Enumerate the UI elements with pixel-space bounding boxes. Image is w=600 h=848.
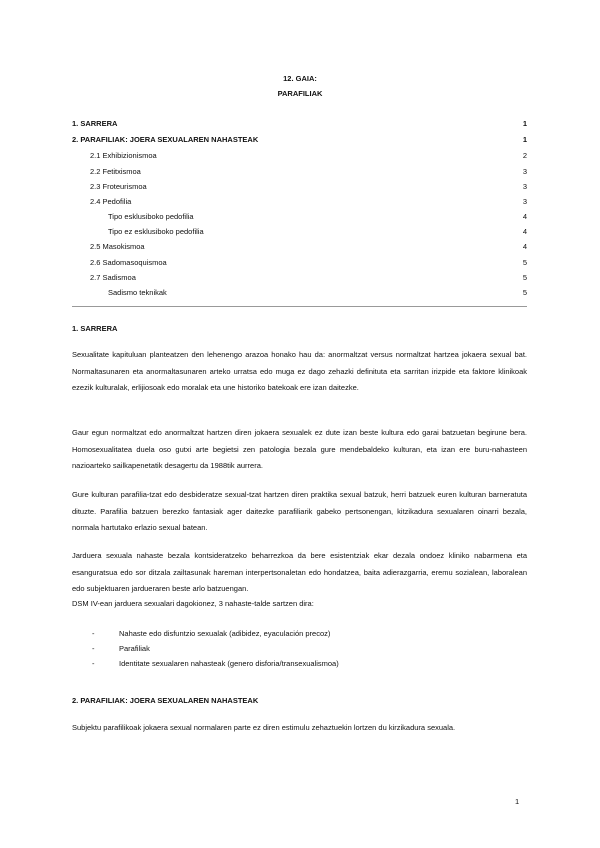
section-heading: 2. PARAFILIAK: JOERA SEXUALAREN NAHASTEAK <box>72 696 259 705</box>
toc-entry[interactable] <box>72 226 527 237</box>
toc-entry-page: 5 <box>522 288 527 297</box>
list-item <box>72 626 527 641</box>
toc-entry-page: 5 <box>522 273 527 282</box>
toc-entry-label: Tipo esklusiboko pedofilia <box>108 212 194 221</box>
bullet-list <box>72 626 527 671</box>
list-item <box>72 641 527 656</box>
toc-entry-page: 3 <box>522 182 527 191</box>
toc-entry[interactable] <box>72 257 527 268</box>
toc-entry-page: 2 <box>522 151 527 160</box>
toc-entry[interactable] <box>72 118 527 129</box>
list-item-text: Parafiliak <box>119 644 150 653</box>
toc-entry-label: Sadismo teknikak <box>108 288 167 297</box>
list-item-text: Identitate sexualaren nahasteak (genero disforia/transexualismoa) <box>119 659 339 668</box>
list-item <box>72 656 527 671</box>
body-paragraph: Subjektu parafilikoak jokaera sexual normalaren parte ez diren estimulu zehaztuekin lortzen du kirzikadura sexuala. <box>72 723 456 732</box>
toc-entry[interactable] <box>72 241 527 252</box>
toc-entry[interactable] <box>72 181 527 192</box>
list-item-text: Nahaste edo disfuntzio sexualak (adibidez, eyaculación precoz) <box>119 629 331 638</box>
toc-entry[interactable] <box>72 150 527 161</box>
toc-entry-page: 4 <box>522 242 527 251</box>
toc-divider <box>72 306 527 307</box>
toc-entry-label: 2. PARAFILIAK: JOERA SEXUALAREN NAHASTEAK <box>72 135 259 144</box>
bullet-marker: - <box>92 659 95 668</box>
section-heading: 1. SARRERA <box>72 324 118 333</box>
toc-entry[interactable] <box>72 287 527 298</box>
toc-entry[interactable] <box>72 272 527 283</box>
toc-entry-page: 5 <box>522 258 527 267</box>
toc-entry-label: 2.6 Sadomasoquismoa <box>90 258 167 267</box>
toc-entry-page: 4 <box>522 227 527 236</box>
body-paragraph: Jarduera sexuala nahaste bezala kontsideratzeko beharrezkoa da bere esistentziak ekar dezala ondoez kliniko nabarmena eta esanguratsua edo sor ditzala zailtasunak hareman interpertsonaletan edo hondatzea, baita adierazgarria, eremu sozialean, laboralean edo subjektuaren jardueraren beste arlo batzuengan. <box>72 551 527 594</box>
toc-entry-page: 3 <box>522 167 527 176</box>
toc-entry-label: 2.4 Pedofilia <box>90 197 132 206</box>
toc-entry-page: 1 <box>522 119 527 128</box>
toc-entry[interactable] <box>72 134 527 145</box>
toc-entry-label: Tipo ez esklusiboko pedofilia <box>108 227 204 236</box>
chapter-number: 12. GAIA: <box>283 74 317 83</box>
toc-entry-label: 2.7 Sadismoa <box>90 273 136 282</box>
body-paragraph: Sexualitate kapituluan planteatzen den lehenengo arazoa honako hau da: anormaltzat versus normaltzat hartzea jokaera sexual bat. Normaltasunaren eta anormaltasunaren arteko urratsa edo muga ez dago zehazki definituta eta sarritan irizpide eta faktore klinikoak ezezik kulturalak, erlijiosoak edo moralak eta une historiko batekoak ere izan daitezke. <box>72 350 527 393</box>
body-paragraph: DSM IV-ean jarduera sexualari dagokionez, 3 nahaste-talde sartzen dira: <box>72 599 314 608</box>
toc-entry-page: 1 <box>522 135 527 144</box>
toc-entry-page: 4 <box>522 212 527 221</box>
page-number: 1 <box>515 797 520 806</box>
toc-entry-label: 2.5 Masokismoa <box>90 242 145 251</box>
body-paragraph: Gure kulturan parafilia-tzat edo desbideratze sexual-tzat hartzen diren praktika sexual batzuk, herri batzuek euren kulturan barneratuta dituzte. Parafilia batzuen berezko fantasiak ager daitezke parafiliarik gabeko pertsonengan, kitzikadura sexualaren oinarri bezala, normala hartutako erlazio sexual batean. <box>72 490 527 533</box>
chapter-title: PARAFILIAK <box>277 89 323 98</box>
toc-entry-label: 2.3 Froteurismoa <box>90 182 147 191</box>
toc-entry[interactable] <box>72 166 527 177</box>
toc-entry-page: 3 <box>522 197 527 206</box>
toc-entry-label: 2.1 Exhibizionismoa <box>90 151 157 160</box>
toc-entry[interactable] <box>72 196 527 207</box>
bullet-marker: - <box>92 644 95 653</box>
toc-entry[interactable] <box>72 211 527 222</box>
toc-entry-label: 1. SARRERA <box>72 119 118 128</box>
bullet-marker: - <box>92 629 95 638</box>
body-paragraph: Gaur egun normaltzat edo anormaltzat hartzen diren jokaera sexualek ez dute izan beste kultura edo garai batzuetan begirune bera. Homosexualitatea duela oso gutxi arte begietsi zen patologia bezala gure mendebaldeko kulturan, eta izan ere buru-nahasteen nazioarteko sailkapenetatik desagertu da 1988tik aurrera. <box>72 428 527 471</box>
toc-entry-label: 2.2 Fetitxismoa <box>90 167 141 176</box>
